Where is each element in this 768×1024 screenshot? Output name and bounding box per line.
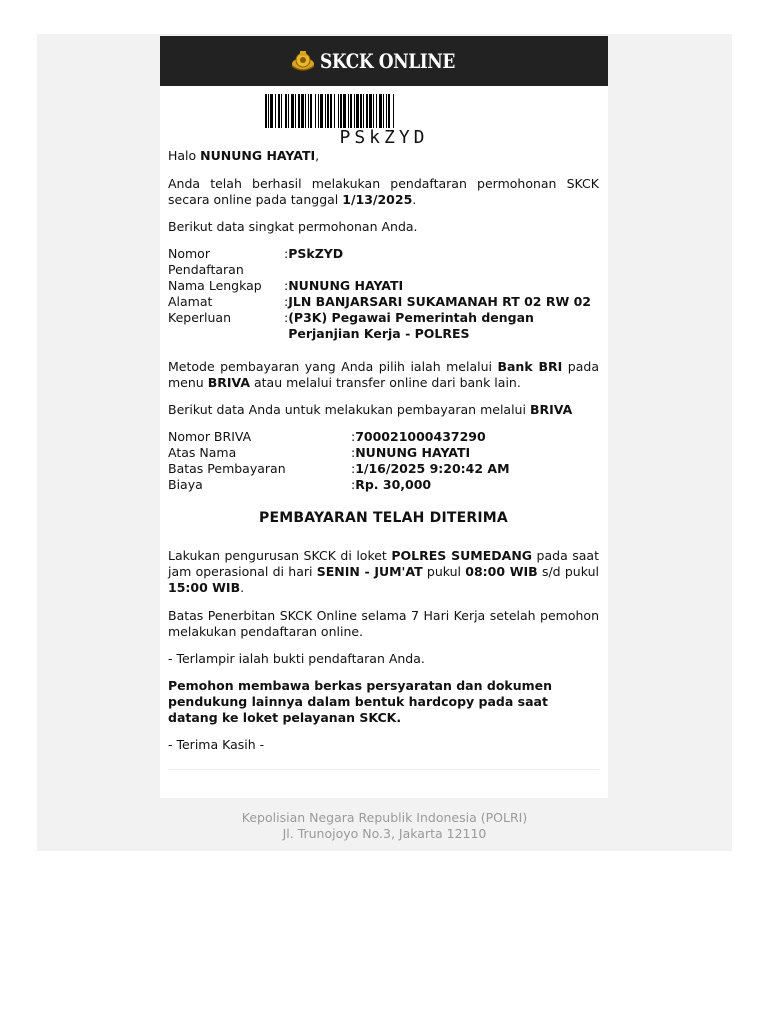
table-row: Biaya :Rp. 30,000 xyxy=(168,477,432,492)
service-days: SENIN - JUM'AT xyxy=(316,564,423,579)
barcode-bar xyxy=(394,94,396,128)
row-label: Atas Nama xyxy=(168,445,237,460)
fee: Rp. 30,000 xyxy=(355,477,432,492)
table-row: Keperluan : (P3K) Pegawai Pemerintah dengan Perjanjian Kerja - POLRES xyxy=(168,310,599,342)
payment-method-text: Metode pembayaran yang Anda pilih ialah melalui xyxy=(168,359,492,374)
instruction-text: Lakukan pengurusan SKCK di loket xyxy=(168,548,387,563)
email-background xyxy=(37,34,732,851)
barcode-image xyxy=(265,94,503,128)
logo-text: SKCK ONLINE xyxy=(319,49,455,73)
police-emblem-icon xyxy=(290,48,316,74)
payment-status-title: PEMBAYARAN TELAH DITERIMA xyxy=(259,510,508,526)
footer-organization: Kepolisian Negara Republik Indonesia (POLRI) xyxy=(241,810,528,825)
address: JLN BANJARSARI SUKAMANAH RT 02 RW 02 xyxy=(288,294,591,309)
intro-paragraph xyxy=(168,176,599,208)
instruction-paragraph xyxy=(168,548,599,596)
greeting-suffix: , xyxy=(315,148,320,163)
briva-table xyxy=(168,429,599,493)
registration-table xyxy=(168,246,599,342)
instruction-text: . xyxy=(240,580,245,595)
divider xyxy=(168,769,599,770)
purpose: (P3K) Pegawai Pemerintah dengan Perjanjian Kerja - POLRES xyxy=(288,310,534,341)
table-row: Atas Nama :NUNUNG HAYATI xyxy=(168,445,471,460)
row-label: Nomor BRIVA xyxy=(168,429,252,444)
thanks-text: - Terima Kasih - xyxy=(168,737,265,752)
row-label: Alamat xyxy=(168,294,213,309)
payment-method-text: atau melalui transfer online dari bank lain. xyxy=(254,375,521,390)
table-row: Nomor BRIVA :700021000437290 xyxy=(168,429,486,444)
table-row: Batas Pembayaran :1/16/2025 9:20:42 AM xyxy=(168,461,510,476)
briva-intro-text: Berikut data Anda untuk melakukan pembayaran melalui xyxy=(168,402,526,417)
deadline-note: Batas Penerbitan SKCK Online selama 7 Hari Kerja setelah pemohon melakukan pendaftaran online. xyxy=(168,608,599,639)
full-name: NUNUNG HAYATI xyxy=(288,278,404,293)
account-name: NUNUNG HAYATI xyxy=(355,445,471,460)
row-label: Nama Lengkap xyxy=(168,278,262,293)
intro-text: Anda telah berhasil melakukan pendaftaran permohonan SKCK secara online pada tanggal xyxy=(168,176,599,207)
registration-number: PSkZYD xyxy=(288,246,344,261)
briva-intro-bold: BRIVA xyxy=(529,402,573,417)
instruction-text: pukul xyxy=(426,564,461,579)
attachment-note: - Terlampir ialah bukti pendaftaran Anda. xyxy=(168,651,425,666)
row-label: Nomor Pendaftaran xyxy=(168,246,244,277)
registration-date: 1/13/2025 xyxy=(342,192,413,207)
summary-intro: Berikut data singkat permohonan Anda. xyxy=(168,219,418,234)
payment-method-text: pada menu xyxy=(168,359,599,390)
briva-number: 700021000437290 xyxy=(355,429,486,444)
email-card xyxy=(160,36,608,798)
email-body xyxy=(160,148,608,770)
table-row: Alamat :JLN BANJARSARI SUKAMANAH RT 02 RW 02 xyxy=(168,294,591,309)
intro-end: . xyxy=(412,192,417,207)
briva-intro xyxy=(168,402,599,418)
greeting xyxy=(168,148,599,164)
table-row: Nomor Pendaftaran :PSkZYD xyxy=(168,246,344,277)
footer-address: Jl. Trunojoyo No.3, Jakarta 12110 xyxy=(282,826,487,841)
footer xyxy=(37,810,732,842)
row-label: Batas Pembayaran xyxy=(168,461,286,476)
service-start-time: 08:00 WIB xyxy=(465,564,538,579)
bring-documents-note: Pemohon membawa berkas persyaratan dan dokumen pendukung lainnya dalam bentuk hardcopy pada saat datang ke loket pelayanan SKCK. xyxy=(168,678,553,725)
instruction-text: pada saat jam operasional di hari xyxy=(168,548,599,579)
barcode-section xyxy=(160,94,608,148)
bank-name: Bank BRI xyxy=(497,359,563,374)
greeting-name: NUNUNG HAYATI xyxy=(200,148,316,163)
row-label: Biaya xyxy=(168,477,203,492)
greeting-prefix: Halo xyxy=(168,148,197,163)
barcode-code: PSkZYD xyxy=(339,127,429,148)
row-label: Keperluan xyxy=(168,310,232,325)
logo xyxy=(290,48,479,74)
payment-method-paragraph xyxy=(168,359,599,391)
header-bar xyxy=(160,36,608,86)
service-location: POLRES SUMEDANG xyxy=(391,548,533,563)
payment-deadline: 1/16/2025 9:20:42 AM xyxy=(355,461,510,476)
service-end-time: 15:00 WIB xyxy=(168,580,241,595)
table-row: Nama Lengkap :NUNUNG HAYATI xyxy=(168,278,404,293)
instruction-text: s/d pukul xyxy=(541,564,599,579)
menu-name: BRIVA xyxy=(207,375,251,390)
